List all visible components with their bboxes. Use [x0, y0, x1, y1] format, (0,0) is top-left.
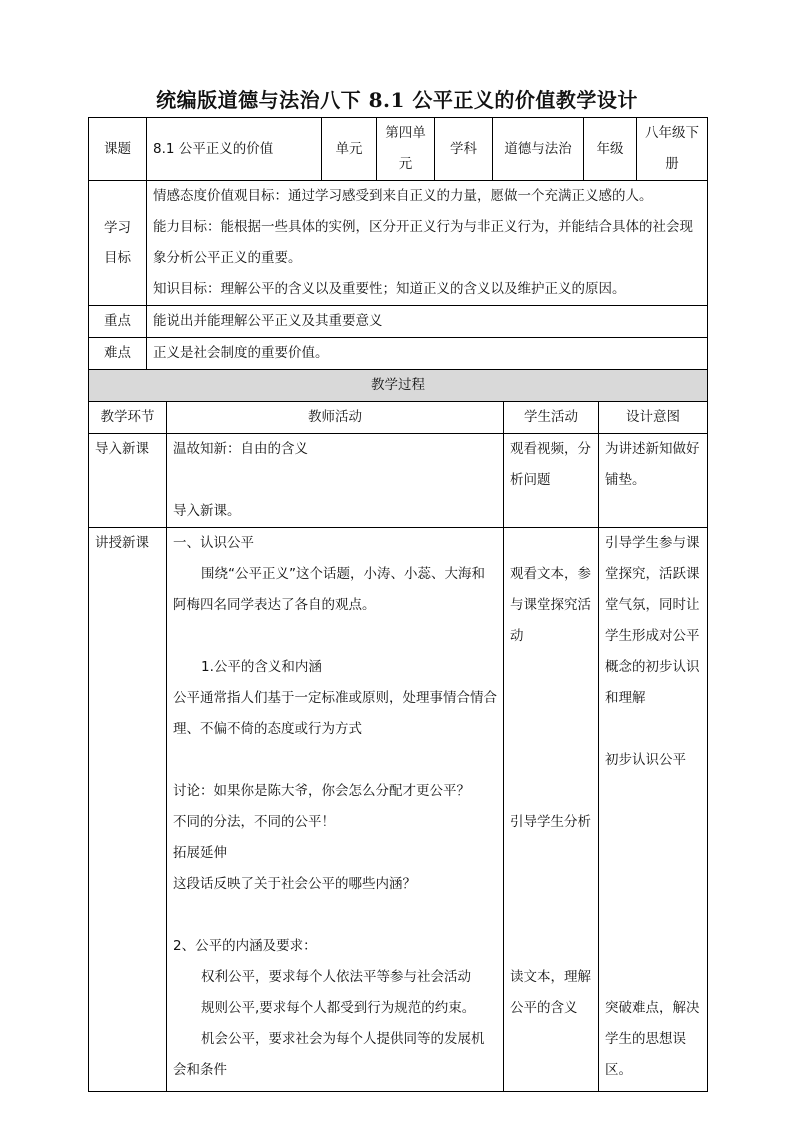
topic-value: 8.1 公平正义的价值	[147, 118, 322, 181]
goal-knowledge: 知识目标：理解公平的含义以及重要性；知道正义的含义以及维护正义的原因。	[153, 281, 626, 297]
intro-teacher-1: 温故知新：自由的含义	[173, 441, 308, 457]
col-teacher: 教师活动	[167, 402, 504, 434]
lecture-teacher-line: 1.公平的含义和内涵	[201, 659, 322, 675]
process-header: 教学过程	[89, 370, 708, 402]
lecture-intent-line: 引导学生参与课堂探究，活跃课堂气氛，同时让学生形成对公平概念的初步认识和理解	[605, 535, 700, 706]
goals-label: 学习目标	[89, 181, 147, 306]
lecture-teacher-line: 拓展延伸	[173, 845, 227, 861]
grade-value: 八年级下册	[637, 118, 708, 181]
lecture-student	[504, 528, 599, 1092]
intro-teacher-2: 导入新课。	[173, 503, 241, 519]
difficulty-value: 正义是社会制度的重要价值。	[147, 338, 708, 370]
difficulty-label: 难点	[89, 338, 147, 370]
intro-student: 观看视频，分析问题	[504, 434, 599, 528]
lecture-stage: 讲授新课	[89, 528, 167, 1092]
lecture-teacher-line: 公平通常指人们基于一定标准或原则，处理事情合情合理、不偏不倚的态度或行为方式	[173, 690, 497, 737]
unit-label: 单元	[322, 118, 377, 181]
goal-emotion: 情感态度价值观目标：通过学习感受到来自正义的力量，愿做一个充满正义感的人。	[153, 188, 653, 204]
lecture-intent-line: 初步认识公平	[605, 752, 687, 768]
subject-value: 道德与法治	[493, 118, 584, 181]
col-intent: 设计意图	[599, 402, 708, 434]
lecture-teacher-line: 围绕“公平正义”这个话题，小涛、小蕊、大海和阿梅四名同学表达了各自的观点。	[173, 566, 485, 613]
lecture-teacher-line: 一、认识公平	[173, 535, 254, 551]
key-value: 能说出并能理解公平正义及其重要意义	[147, 306, 708, 338]
unit-value: 第四单元	[377, 118, 435, 181]
lecture-intent-line: 突破难点，解决学生的思想误区。	[605, 1000, 700, 1078]
key-label: 重点	[89, 306, 147, 338]
goal-ability: 能力目标：能根据一些具体的实例，区分开正义行为与非正义行为，并能结合具体的社会现象分析公平正义的重要。	[153, 219, 693, 266]
col-student: 学生活动	[504, 402, 599, 434]
topic-label: 课题	[89, 118, 147, 181]
lecture-teacher-line: 不同的分法，不同的公平！	[173, 814, 335, 830]
document-title: 统编版道德与法治八下 8.1 公平正义的价值教学设计	[156, 88, 638, 112]
lecture-teacher	[167, 528, 504, 1092]
goals-content	[147, 181, 708, 306]
lecture-teacher-line: 讨论：如果你是陈大爷，你会怎么分配才更公平？	[173, 783, 470, 799]
lecture-teacher-line: 这段话反映了关于社会公平的哪些内涵？	[173, 876, 416, 892]
subject-label: 学科	[435, 118, 493, 181]
lecture-student-line: 引导学生分析	[510, 814, 592, 830]
lesson-plan-table	[88, 117, 708, 1092]
lecture-teacher-line: 机会公平，要求社会为每个人提供同等的发展机会和条件	[173, 1031, 485, 1078]
lecture-teacher-line: 2、公平的内涵及要求：	[173, 938, 317, 954]
lecture-student-line: 读文本，理解公平的含义	[510, 969, 592, 1016]
intro-intent: 为讲述新知做好铺垫。	[599, 434, 708, 528]
grade-label: 年级	[584, 118, 637, 181]
intro-teacher	[167, 434, 504, 528]
lecture-teacher-line: 权利公平，要求每个人依法平等参与社会活动	[201, 969, 471, 985]
col-stage: 教学环节	[89, 402, 167, 434]
lecture-intent	[599, 528, 708, 1092]
lecture-teacher-line: 规则公平,要求每个人都受到行为规范的约束。	[201, 1000, 476, 1016]
lecture-student-line: 观看文本，参与课堂探究活动	[510, 566, 592, 644]
intro-stage: 导入新课	[89, 434, 167, 528]
